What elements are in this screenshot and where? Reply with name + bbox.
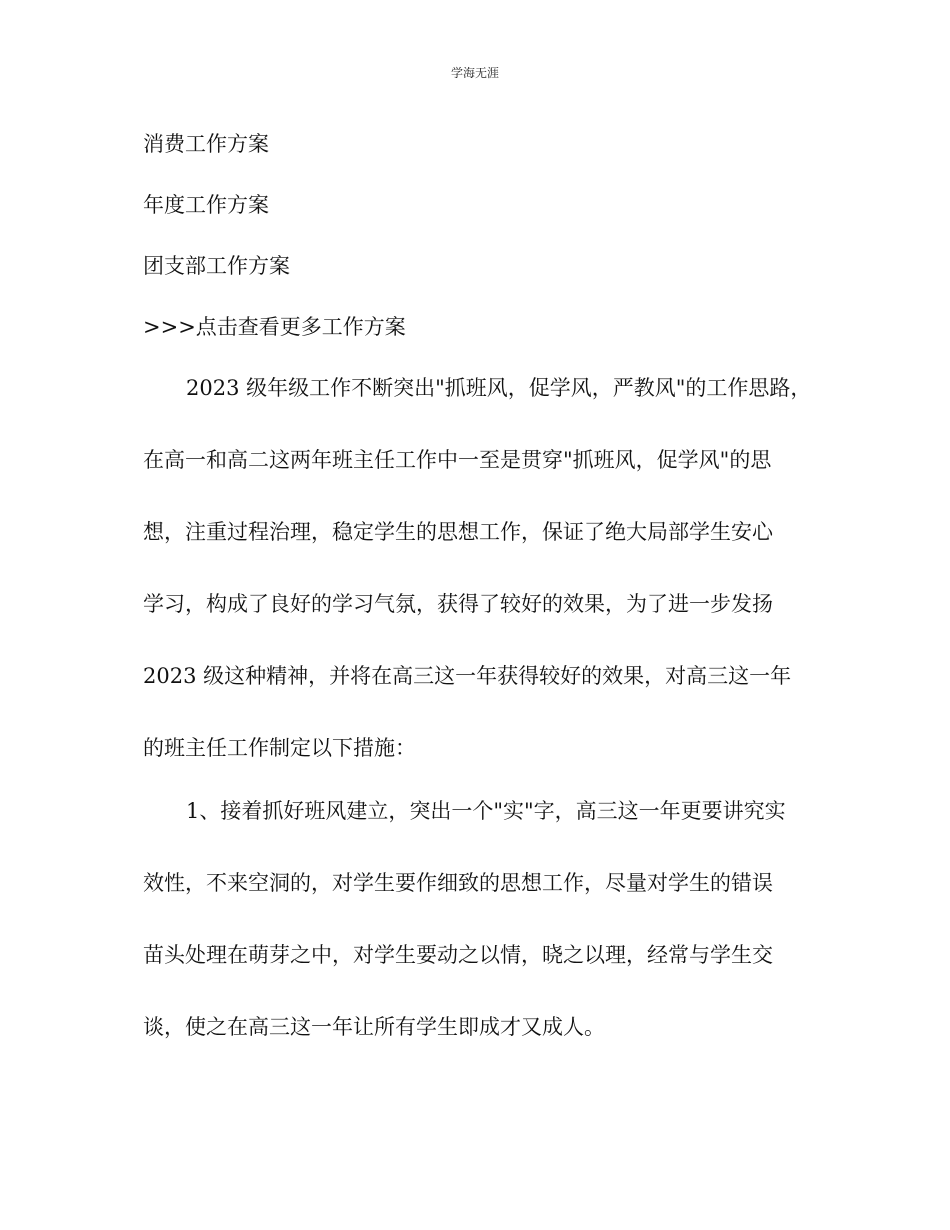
- link-annual-plan[interactable]: 年度工作方案: [143, 193, 269, 217]
- paragraph-line: 在高一和高二这两年班主任工作中一至是贯穿"抓班风，促学风"的思: [143, 448, 772, 472]
- page-header: 学海无涯: [450, 66, 499, 80]
- paragraph-line: 想，注重过程治理，稳定学生的思想工作，保证了绝大局部学生安心: [143, 520, 773, 544]
- paragraph-line: 谈，使之在高三这一年让所有学生即成才又成人。: [143, 1015, 605, 1039]
- link-league-branch-plan[interactable]: 团支部工作方案: [143, 254, 290, 278]
- paragraph-line: 2023 级这种精神，并将在高三这一年获得较好的效果，对高三这一年: [143, 664, 792, 688]
- paragraph-line: 的班主任工作制定以下措施：: [143, 736, 416, 760]
- paragraph-line: 1、接着抓好班风建立，突出一个"实"字，高三这一年更要讲究实: [186, 799, 786, 823]
- paragraph-line: 效性，不来空洞的，对学生要作细致的思想工作，尽量对学生的错误: [143, 871, 773, 895]
- paragraph-line: 2023 级年级工作不断突出"抓班风，促学风，严教风"的工作思路，: [186, 376, 812, 400]
- link-consumption-plan[interactable]: 消费工作方案: [143, 132, 269, 156]
- paragraph-line: 学习，构成了良好的学习气氛，获得了较好的效果，为了进一步发扬: [143, 592, 773, 616]
- paragraph-line: 苗头处理在萌芽之中，对学生要动之以情，晓之以理，经常与学生交: [143, 943, 773, 967]
- link-more-plans[interactable]: >>>点击查看更多工作方案: [143, 315, 406, 339]
